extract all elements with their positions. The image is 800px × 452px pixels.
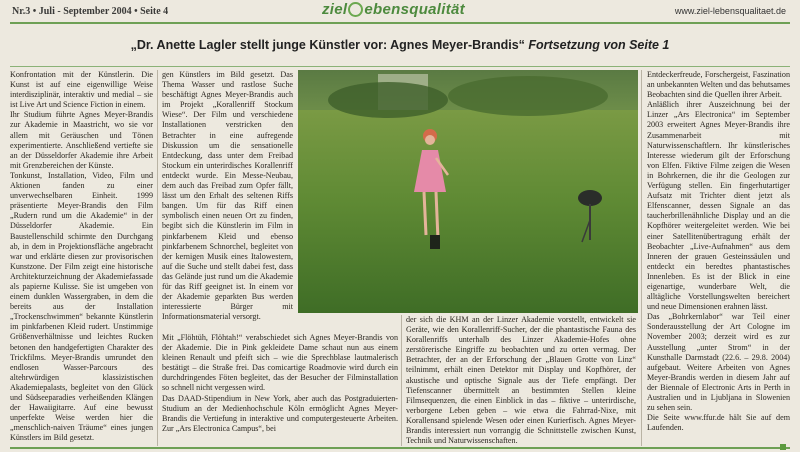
column-divider <box>641 70 642 446</box>
trees-left <box>328 82 448 118</box>
brand-left: ziel <box>322 1 348 18</box>
footer-rule <box>10 447 790 449</box>
column-3 <box>647 70 790 447</box>
brand-right: ebensqualität <box>364 1 465 18</box>
lower-right-column <box>406 315 636 446</box>
paragraph: Entdeckerfreude, Forschergeist, Faszination an unbekannten Welten und das behutsames Beobachten sind die Quellen ihrer Arbeit. <box>647 70 790 100</box>
headline-rule <box>10 66 790 67</box>
paragraph: Das „Bohrkernlabor“ war Teil einer Sonderausstellung der Art Cologne im November 2003; derzeit wird es zur Ausstellung „unter Strom“ in der Kunsthalle Darmstadt (22.6. – 29.8. 2004) aufgebaut. Weitere Arbeiten von Agnes Meyer-Brandis werden in diesem Jahr auf der Biennale of Electronic Arts in Perth in Australien und in Ljubljana in Slowenien zu sehen sein. <box>647 312 790 413</box>
column-divider <box>401 315 402 446</box>
brand-circle-icon <box>348 2 363 17</box>
page-header <box>0 0 800 22</box>
article-headline <box>0 38 800 52</box>
brand-logo <box>322 1 465 18</box>
paragraph: Ihr Studium führte Agnes Meyer-Brandis zur Akademie in Maastricht, wo sie vor allem mit Geräuschen und Tönen experimentierte. Anschließend vertiefte sie an der Düsseldorfer Akademie ihre Arbeit mit Grenzbereichen der Künste. <box>10 110 153 170</box>
column-divider <box>157 70 158 446</box>
artist-photo <box>298 70 638 313</box>
paragraph: Das DAAD-Stipendium in New York, aber auch das Postgraduierten-Studium an der Medienhochschule Köln ermöglicht Agnes Meyer-Brandis die Vertiefung in interaktive und computergesteuerte Arbeiten. Zur „Ars Electronica Campus“, bei <box>162 393 398 433</box>
issue-line: Nr.3 • Juli - September 2004 • Seite 4 <box>12 6 169 17</box>
column-2 <box>162 70 293 333</box>
end-mark-icon <box>780 444 786 450</box>
headline-title: „Dr. Anette Lagler stellt junge Künstler vor: Agnes Meyer-Brandis“ <box>130 38 525 52</box>
lawn <box>298 110 638 313</box>
paragraph: der sich die KHM an der Linzer Akademie vorstellt, entwickelt sie Geräte, wie den Korallenriff-Sucher, der die phantastische Fauna des Korallenriffs unterhalb des Linzer Akademie-Hofes ohne zerstörerische Eingriffe zu beobachten und zu orten vermag. Der Betrachter, der an der Erforschung der „Blauen Grotte von Linz“ teilnimmt, erhält einen Detektor mit Display und Kopfhörer, der akustische und optische Signale aus der Tiefe empfängt. Der Tiefenscanner übermittelt an bestimmten Stellen kleine Filmsequenzen, die einen Einblick in das – fiktive – unterirdische, verborgene Leben geben – wie etwa die Fahrrad-Nixe, mit Korallensand spielende Wesen oder einen Kurierfisch. Agnes Meyer-Brandis interessiert nun vorrangig die Schnittstelle zwischen Kunst, Technik und Naturwissenschaften. <box>406 315 636 446</box>
paragraph: Mit „Flöhtüh, Flöhtah!“ verabschiedet sich Agnes Meyer-Brandis von der Akademie. Die in Pink gekleidete Dame schaut nun aus einem kleinen Renault und pfeift sich – wie die Sprechblase lautmalerisch bestätigt – die Straße frei. Das comicartige Roadmovie wird durch ein durchdringendes Föten begleitet, das der Besucher der Filminstallation so schnell nicht vergessen wird. <box>162 333 398 393</box>
lower-left-column <box>162 333 398 446</box>
paragraph: Konfrontation mit der Künstlerin. Die Kunst ist auf eine eigenwillige Weise interdisziplinär, interaktiv und medial – sie ist Live Art und Science Fiction in einem. <box>10 70 153 110</box>
site-url[interactable]: www.ziel-lebensqualitaet.de <box>674 6 786 16</box>
paragraph: gen Künstlers im Bild gesetzt. Das Thema Wasser und rastlose Suche beschäftigt Agnes Meyer-Brandis auch im Projekt „Korallenriff Stockum Wiese“. Der Film und verschiedene Installationen verstricken den Betrachter in eine aufregende Diskussion um die sensationelle Entdeckung, dass unter dem Freibad Stockum ein unterirdisches Korallenriff entdeckt wurde. Ein Messe-Neubau, dem auch das Freibad zum Opfer fällt, lässt um den Erhalt des seltenen Riffs bangen. Um für das Riff einen symbolisch einen neuen Ort zu finden, begibt sich die Künstlerin im Film in pinkfarbenem Kleid und ebenso pinkfarbenem Schnorchel, begleitet von der kernigen Musik eines Italowestern, auf die Suche und stellt dabei fest, dass das Gelände just rund um die Akademie für das Riff geeignet ist. In einem vor der Akademie geparkten Bus werden interessierte Bürger mit Informationsmaterial versorgt. <box>162 70 293 322</box>
paragraph: Anläßlich ihrer Auszeichnung bei der Linzer „Ars Electronica“ im September 2003 erweitert Agnes Meyer-Brandis ihre Zusammenarbeit mit Naturwissenschaftlern. Ihr künstlerisches Interesse wiederum gilt der Erforschung von Elfen. Fiktive Filme zeigen die Wesen in Bohrkernen, die ihr die Geologen zur Verfügung stellen. Ein fingerhutartiger Aufsatz mit Trichter dient jetzt als Elfenscanner, dessen Signale an das taucherbrillenähnliche Display und an die Kopfhörer weitergeleitet werden. Wie bei einer Satellitenübertragung erhält der Beobachter „Live-Aufnahmen“ aus dem Inneren der grauen Gesteinssäulen und entdeckt ein beredtes phantastisches Innenleben. Es ist der Blick in eine eigenartige, wunderbare Welt, die alltägliche Vorstellungswelten bereichert und neue Dimensionen erahnen lässt. <box>647 100 790 312</box>
paragraph: Tonkunst, Installation, Video, Film und Aktionen fanden zu einer unverwechselbaren Einheit. 1999 präsentierte Meyer-Brandis den Film „Rudern rund um die Akademie“ in der Düsseldorfer Akademie. Ein Baustellenschild schirmte den Durchgang ab, in dem in Projektionsfläche angebracht war und erklärte diesen zur provisorischen Kunstzone. Der Film zeigt eine historische Architekturzeichnung der Akademiefassade als papierne Kulisse. Sie ist umgeben von einem dunklen Wassergraben, in dem die bereits aus der Installation „Trockenschwimmen“ bekannte Künstlerin im pinkfarbenen Kleid rudert. Unstimmige Größenverhältnisse und leichtes Rucken betonen den handgefertigten Charakter des Trickfilms. Meyer-Brandis umrundet den endlosen Wasser-Parcours des altehrwürdigen klassizistischen Akademiepalasts, begleitet von den Glück und Südseeparadies verheißenden Klängen der Hawaiigitarre. Auf eine bewusst unperfekte Weise werden hier die „menschlich-naiven Träume“ eines jungen Künstlers im Bild gesetzt. <box>10 170 153 443</box>
photo-illustration <box>298 70 638 313</box>
trees-right <box>448 76 608 116</box>
headline-continuation: Fortsetzung von Seite 1 <box>528 38 670 52</box>
column-1 <box>10 70 153 447</box>
paragraph: Die Seite www.ffur.de hält Sie auf dem Laufenden. <box>647 413 790 433</box>
header-rule <box>10 22 790 24</box>
